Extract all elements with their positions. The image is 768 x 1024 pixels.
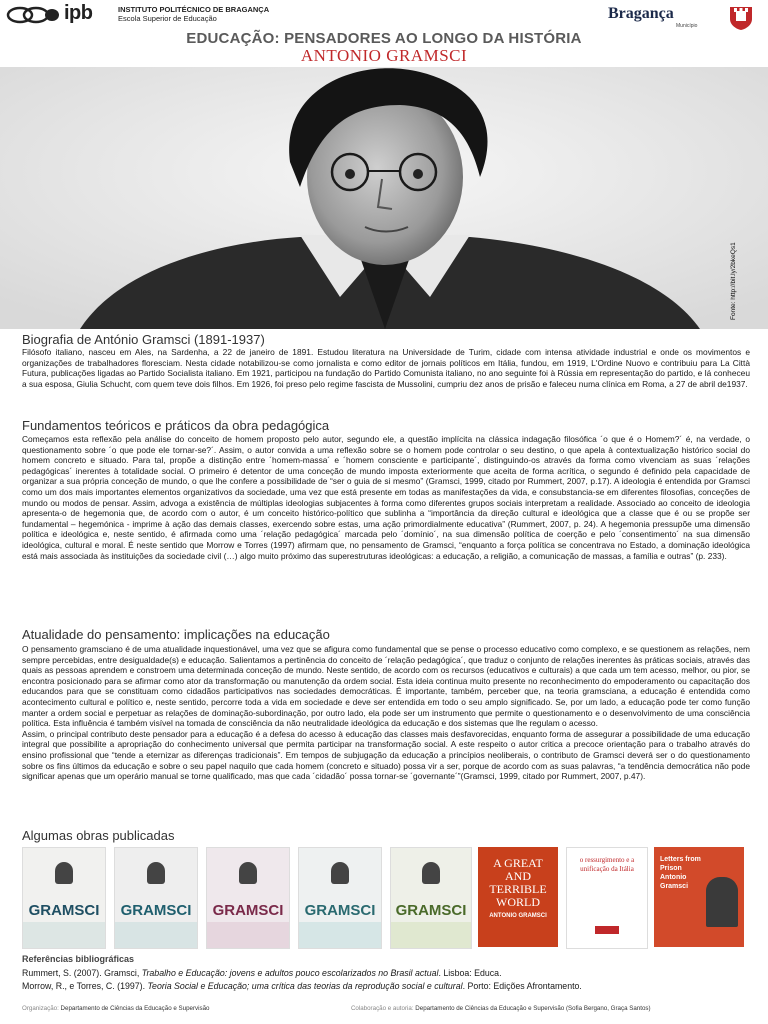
- footer-collab-label: Colaboração e autoria:: [350, 1005, 414, 1012]
- relevance-paragraph-2: Assim, o principal contributo deste pensador para a educação é a defesa do acesso à educação das classes mais desfavorecidas, enquanto forma de assegurar a possibilidade de uma educação integral que possibilite a apropriação do conhecimento universal que permita participar na transformação social. A este respeito o autor critica a precoce orientação para o trabalho através do ensino profissional que “tende a eternizar as diferenças tradicionais”. Em tempos de subjugação da educação a princípios neoliberais, o contributo de Gramsci deverá ser o do questionamento sobre os fins últimos da educação e sobre o seu papel naquilo que cada homem (concreto e situado) possa vir a ser, porque de acordo com as suas palavras, “a tendência democrática não pode significar apenas que um operário manual se torne qualificado, mas que cada ´cidadão´ possa tornar-se ´governante´”(Gramsci, 1999, citado por Rummert, 2007, p.47).: [22, 728, 750, 782]
- book-cover-2: [114, 847, 198, 949]
- braganca-wordmark: Bragança: [608, 5, 674, 22]
- section-title-foundations: Fundamentos teóricos e práticos da obra pedagógica: [22, 418, 330, 433]
- book-portrait-icon: [239, 862, 257, 884]
- book-cover-1: [22, 847, 106, 949]
- book-cover-6: [478, 847, 558, 947]
- book-title: GRAMSCI: [304, 902, 376, 919]
- institution-name-line2: Escola Superior de Educação: [118, 14, 217, 23]
- braganca-shield-icon: [728, 5, 754, 31]
- footer-org-value: Departamento de Ciências da Educação e Supervisão: [60, 1005, 210, 1012]
- book-portrait-icon: [331, 862, 349, 884]
- book-title: Letters from Prison Antonio Gramsci: [660, 856, 701, 890]
- page-footer: [22, 1005, 762, 1012]
- relevance-text: [22, 644, 750, 782]
- ipb-emblem-icon: [6, 6, 60, 24]
- book-title: A GREAT AND TERRIBLE WORLD: [489, 856, 547, 909]
- footer-collab-value: Departamento de Ciências da Educação e Supervisão (Sofia Bergano, Graça Santos): [415, 1005, 651, 1012]
- reference-item: Rummert, S. (2007). Gramsci, Trabalho e Educação: jovens e adultos pouco escolarizados no Brasil actual. Lisboa: Educa.: [22, 968, 502, 978]
- institution-name: [118, 5, 269, 23]
- references-list: [22, 967, 750, 992]
- biography-text: Filósofo italiano, nasceu em Ales, na Sardenha, a 22 de janeiro de 1891. Estudou literatura na Universidade de Turim, cidade com intensa atividade industrial e onde os movimentos e organizações de trabalhadores floresciam. Nesta cidade notabilizou-se como jornalista e como editor de jornais políticos em Itália, fundou, em 1919, L'Ordine Nuovo e contribuiu para La Città Futura, publicações ligadas ao Partido Socialista italiano. Em 1921, participou na fundação do Partido Comunista italiano, no ano seguinte foi à Rússia em representação do partido, e lá conheceu a sua esposa, Giulia Schucht, com quem teve dois filhos. Em 1926, foi preso pelo regime fascista de Mussolini, cumpriu dez anos de prisão e faleceu numa clínica em Roma, a 27 de abril de1937.: [22, 347, 750, 389]
- foundations-text: Começamos esta reflexão pela análise do conceito de homem proposto pelo autor, segundo ele, a questão implícita na clássica indagação filosófica ´o que é o Homem?´ é, na verdade, o questionamento sobre ´o que pode ele tornar-se?´. Assim, o autor convida a uma reflexão sobre se o homem pode controlar o seu destino, o que apela à contextualização histórico social do homem concreto e situado. Para tal, propõe a distinção entre ´homem-massa´ e ´homem consciente e participante´, distinguindo-os através da forma como vivenciam as suas ´relações pedagógicas´ inerentes à totalidade social. O primeiro é detentor de uma conceção de mundo imposta exteriormente que aceita de forma acrítica, o segundo é definido pela capacidade de organizar a sua própria conceção de mundo, o que lhe confere a possibilidade de “ser o guia de si mesmo” (Gramsci, 1999, citado por Rummert, 2007, p.17). A ideologia é entendida por Gramsci como um dos mais importantes elementos organizativos da sociedade, uma vez que está presente em todas as manifestações da vida, e consubstancia-se em diferentes filosofias, conceções de mundo ou modos de pensar. Assim, advoga a existência de múltiplas ideologias subjacentes à forma como diferentes grupos sociais interpretam a realidade. Associado ao conceito de ideologia apresenta-o de hegemonia que, de acordo com o autor, é um conceito histórico-político que sublinha a “importância da direção cultural e ideológica que a classe que é ou se propõe ser fundamental – hegemónica - imprime à ação das demais classes, exercendo sobre estas, uma ação primordialmente educativa” (Rummert, 2007, p. 24). A hegemonia pressupõe uma dimensão política e ideológica e, neste sentido, é afirmada como uma ´relação pedagógica´ marcada pelo ´domínio´, na sua dimensão política de coerção e pelo ´consentimento´ na sua dimensão ideológica, cultural e moral. É neste sentido que Morrow e Torres (1997) afirmam que, no pensamento de Gramsci, “enquanto a força política se concentrava no Estado, a dominação ideológica está mais associada às instituições da sociedade civil (…) algo muito próximo das superestruturas ideológicas: a educação, a religião, a comunicação de massas, a família e outras” (p. 233).: [22, 434, 750, 561]
- braganca-logo: [608, 5, 760, 31]
- photo-credit: Fonte: http://bit.ly/2bkeQs1: [730, 242, 737, 320]
- book-cover-4: [298, 847, 382, 949]
- book-title: GRAMSCI: [212, 902, 284, 919]
- book-title: o ressurgimento e a unificação da Itália: [579, 856, 635, 873]
- book-portrait-icon: [706, 877, 738, 927]
- book-title: GRAMSCI: [395, 902, 467, 919]
- book-author: ANTONIO GRAMSCI: [489, 913, 547, 919]
- book-cover-3: [206, 847, 290, 949]
- book-cover-7: [566, 847, 648, 949]
- references-title: Referências bibliográficas: [22, 954, 135, 964]
- braganca-subtitle: Município: [676, 23, 698, 29]
- ipb-wordmark: ipb: [64, 2, 93, 24]
- relevance-paragraph-1: O pensamento gramsciano é de uma atualidade inquestionável, uma vez que se afigura como fundamental que se pense o processo educativo como complexo, e se questionem as relações, nem sempre percebidas, entre desigualdade(s) e educação. Salientamos a pertinência do conceito de ´relação pedagógica´, que traduz o conjunto de relações inerentes às práticas sociais, através das quais as pessoas aprendem e constroem uma determinada conceção de mundo. Neste sentido, de acordo com os recursos (educativos e culturais) a que cada um tem acesso, melhor, ou pior, se encontra posicionado para se afirmar como ator da transformação ou manutenção da ordem social. Esta ideia continua muito presente no reconhecimento do empoderamento ou capacitação dos educandos para que se constituam como cidadãos participativos nas sociedades democráticas. É importante, também, perceber que, na teoria gramsciana, a educação é entendida como acontecimento cultural e político e, neste sentido, percorre toda a vida em sociedade e deve ser entendida em todo o seu amplo significado. Se, por um lado, a educação pode ter como função manter a ordem social e perpetuar as relações de dominação-subordinação, por outro lado, ela pode ser um instrumento que permite o questionamento e o desenvolvimento de uma consciência política. Esta influência é também visível na tomada de consciência da não neutralidade ideológica da educação e dos sistemas que lhe regulam o acesso.: [22, 644, 750, 729]
- book-cover-5: [390, 847, 472, 949]
- page-title: EDUCAÇÃO: PENSADORES AO LONGO DA HISTÓRIA: [186, 30, 582, 47]
- book-title: GRAMSCI: [28, 902, 100, 919]
- portrait-image: [0, 67, 768, 329]
- book-portrait-icon: [147, 862, 165, 884]
- portrait-photo: [0, 67, 768, 329]
- ipb-logo: [6, 4, 116, 26]
- institution-name-line1: INSTITUTO POLITÉCNICO DE BRAGANÇA: [118, 5, 270, 14]
- section-title-works: Algumas obras publicadas: [22, 828, 175, 843]
- section-title-relevance: Atualidade do pensamento: implicações na educação: [22, 627, 330, 642]
- book-portrait-icon: [422, 862, 440, 884]
- footer-org-label: Organização:: [22, 1005, 59, 1012]
- book-cover-8: [654, 847, 744, 947]
- page-subtitle: ANTONIO GRAMSCI: [300, 46, 468, 65]
- reference-item: Morrow, R., e Torres, C. (1997). Teoria Social e Educação; uma crítica das teorias da reprodução social e cultural. Porto: Edições Afrontamento.: [22, 980, 582, 991]
- section-title-biography: Biografia de António Gramsci (1891-1937): [22, 332, 265, 347]
- book-title: GRAMSCI: [120, 902, 192, 919]
- book-portrait-icon: [55, 862, 73, 884]
